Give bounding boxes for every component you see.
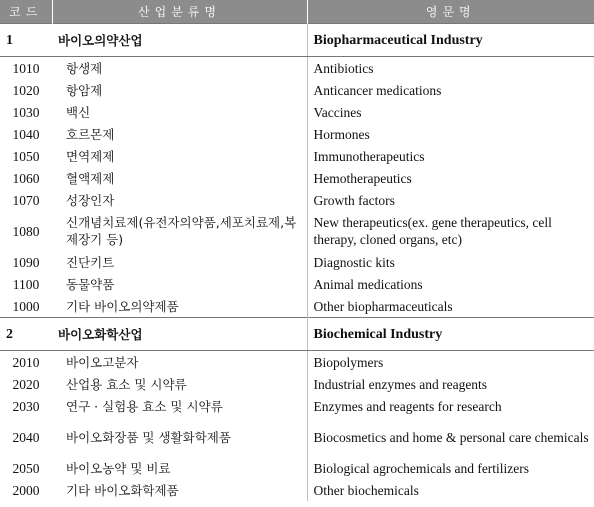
row-korean-name: 면역제제 <box>52 145 307 167</box>
table-row <box>0 351 594 374</box>
row-korean-name: 바이오고분자 <box>52 351 307 374</box>
header-korean-name: 산업분류명 <box>52 0 307 24</box>
row-code: 2030 <box>12 398 40 414</box>
row-english-name: Biocosmetics and home & personal care chemicals <box>313 429 589 445</box>
row-korean-name: 항생제 <box>52 57 307 80</box>
category-row <box>0 24 594 57</box>
row-english-name: Industrial enzymes and reagents <box>313 376 488 392</box>
table-row <box>0 79 594 101</box>
row-english-name: Hemotherapeutics <box>313 170 412 186</box>
row-korean-name: 진단키트 <box>52 251 307 273</box>
row-code: 1090 <box>12 254 40 270</box>
header-row <box>0 0 594 24</box>
category-code: 1 <box>0 24 52 57</box>
row-korean-name: 동물약품 <box>52 273 307 295</box>
table-row <box>0 123 594 145</box>
table-row <box>0 479 594 501</box>
table-row <box>0 145 594 167</box>
row-code: 1020 <box>12 82 40 98</box>
row-korean-name: 백신 <box>52 101 307 123</box>
row-code: 2040 <box>12 429 40 445</box>
category-english-name: Biochemical Industry <box>307 318 594 351</box>
row-english-name: New therapeutics(ex. gene therapeutics, cell therapy, cloned organs, etc) <box>313 215 552 247</box>
table-row <box>0 211 594 251</box>
row-code: 1030 <box>12 104 40 120</box>
category-code: 2 <box>0 318 52 351</box>
row-english-name: Animal medications <box>313 276 423 292</box>
row-korean-name: 혈액제제 <box>52 167 307 189</box>
table-row <box>0 373 594 395</box>
table-row <box>0 273 594 295</box>
table-row <box>0 457 594 479</box>
table-row <box>0 295 594 318</box>
table-row <box>0 167 594 189</box>
row-english-name: Biological agrochemicals and fertilizers <box>313 460 530 476</box>
row-korean-name: 성장인자 <box>52 189 307 211</box>
row-korean-name: 연구 · 실험용 효소 및 시약류 <box>52 395 307 417</box>
row-korean-name: 항암제 <box>52 79 307 101</box>
row-english-name: Enzymes and reagents for research <box>313 398 502 414</box>
row-english-name: Antibiotics <box>313 60 374 76</box>
table-row <box>0 189 594 211</box>
table-row <box>0 101 594 123</box>
row-english-name: Diagnostic kits <box>313 254 395 270</box>
row-code: 1100 <box>12 276 40 292</box>
table-row <box>0 395 594 417</box>
row-code: 2020 <box>12 376 40 392</box>
row-korean-name: 산업용 효소 및 시약류 <box>52 373 307 395</box>
row-korean-name: 신개념치료제(유전자의약품,세포치료제,복제장기 등) <box>52 211 307 251</box>
category-korean-name: 바이오화학산업 <box>52 318 307 351</box>
row-code: 2000 <box>12 482 40 498</box>
row-korean-name: 바이오농약 및 비료 <box>52 457 307 479</box>
row-code: 1070 <box>12 192 40 208</box>
row-code: 1050 <box>12 148 40 164</box>
row-english-name: Anticancer medications <box>313 82 442 98</box>
row-code: 2050 <box>12 460 40 476</box>
table-row <box>0 251 594 273</box>
table-row <box>0 57 594 80</box>
header-english-name: 영문명 <box>307 0 594 24</box>
row-english-name: Biopolymers <box>313 354 384 370</box>
row-code: 1000 <box>12 298 40 314</box>
row-english-name: Other biochemicals <box>313 482 419 498</box>
table-row <box>0 417 594 457</box>
category-row <box>0 318 594 351</box>
row-korean-name: 호르몬제 <box>52 123 307 145</box>
row-code: 1010 <box>12 60 40 76</box>
row-code: 2010 <box>12 354 40 370</box>
row-english-name: Vaccines <box>313 104 362 120</box>
row-korean-name: 바이오화장품 및 생활화학제품 <box>52 417 307 457</box>
row-english-name: Growth factors <box>313 192 395 208</box>
row-korean-name: 기타 바이오의약제품 <box>52 295 307 318</box>
category-korean-name: 바이오의약산업 <box>52 24 307 57</box>
row-code: 1080 <box>12 223 40 239</box>
category-english-name: Biopharmaceutical Industry <box>307 24 594 57</box>
row-korean-name: 기타 바이오화학제품 <box>52 479 307 501</box>
row-english-name: Immunotherapeutics <box>313 148 425 164</box>
header-code: 코드 <box>0 0 52 24</box>
row-english-name: Other biopharmaceuticals <box>313 298 453 314</box>
row-code: 1040 <box>12 126 40 142</box>
row-english-name: Hormones <box>313 126 370 142</box>
row-code: 1060 <box>12 170 40 186</box>
